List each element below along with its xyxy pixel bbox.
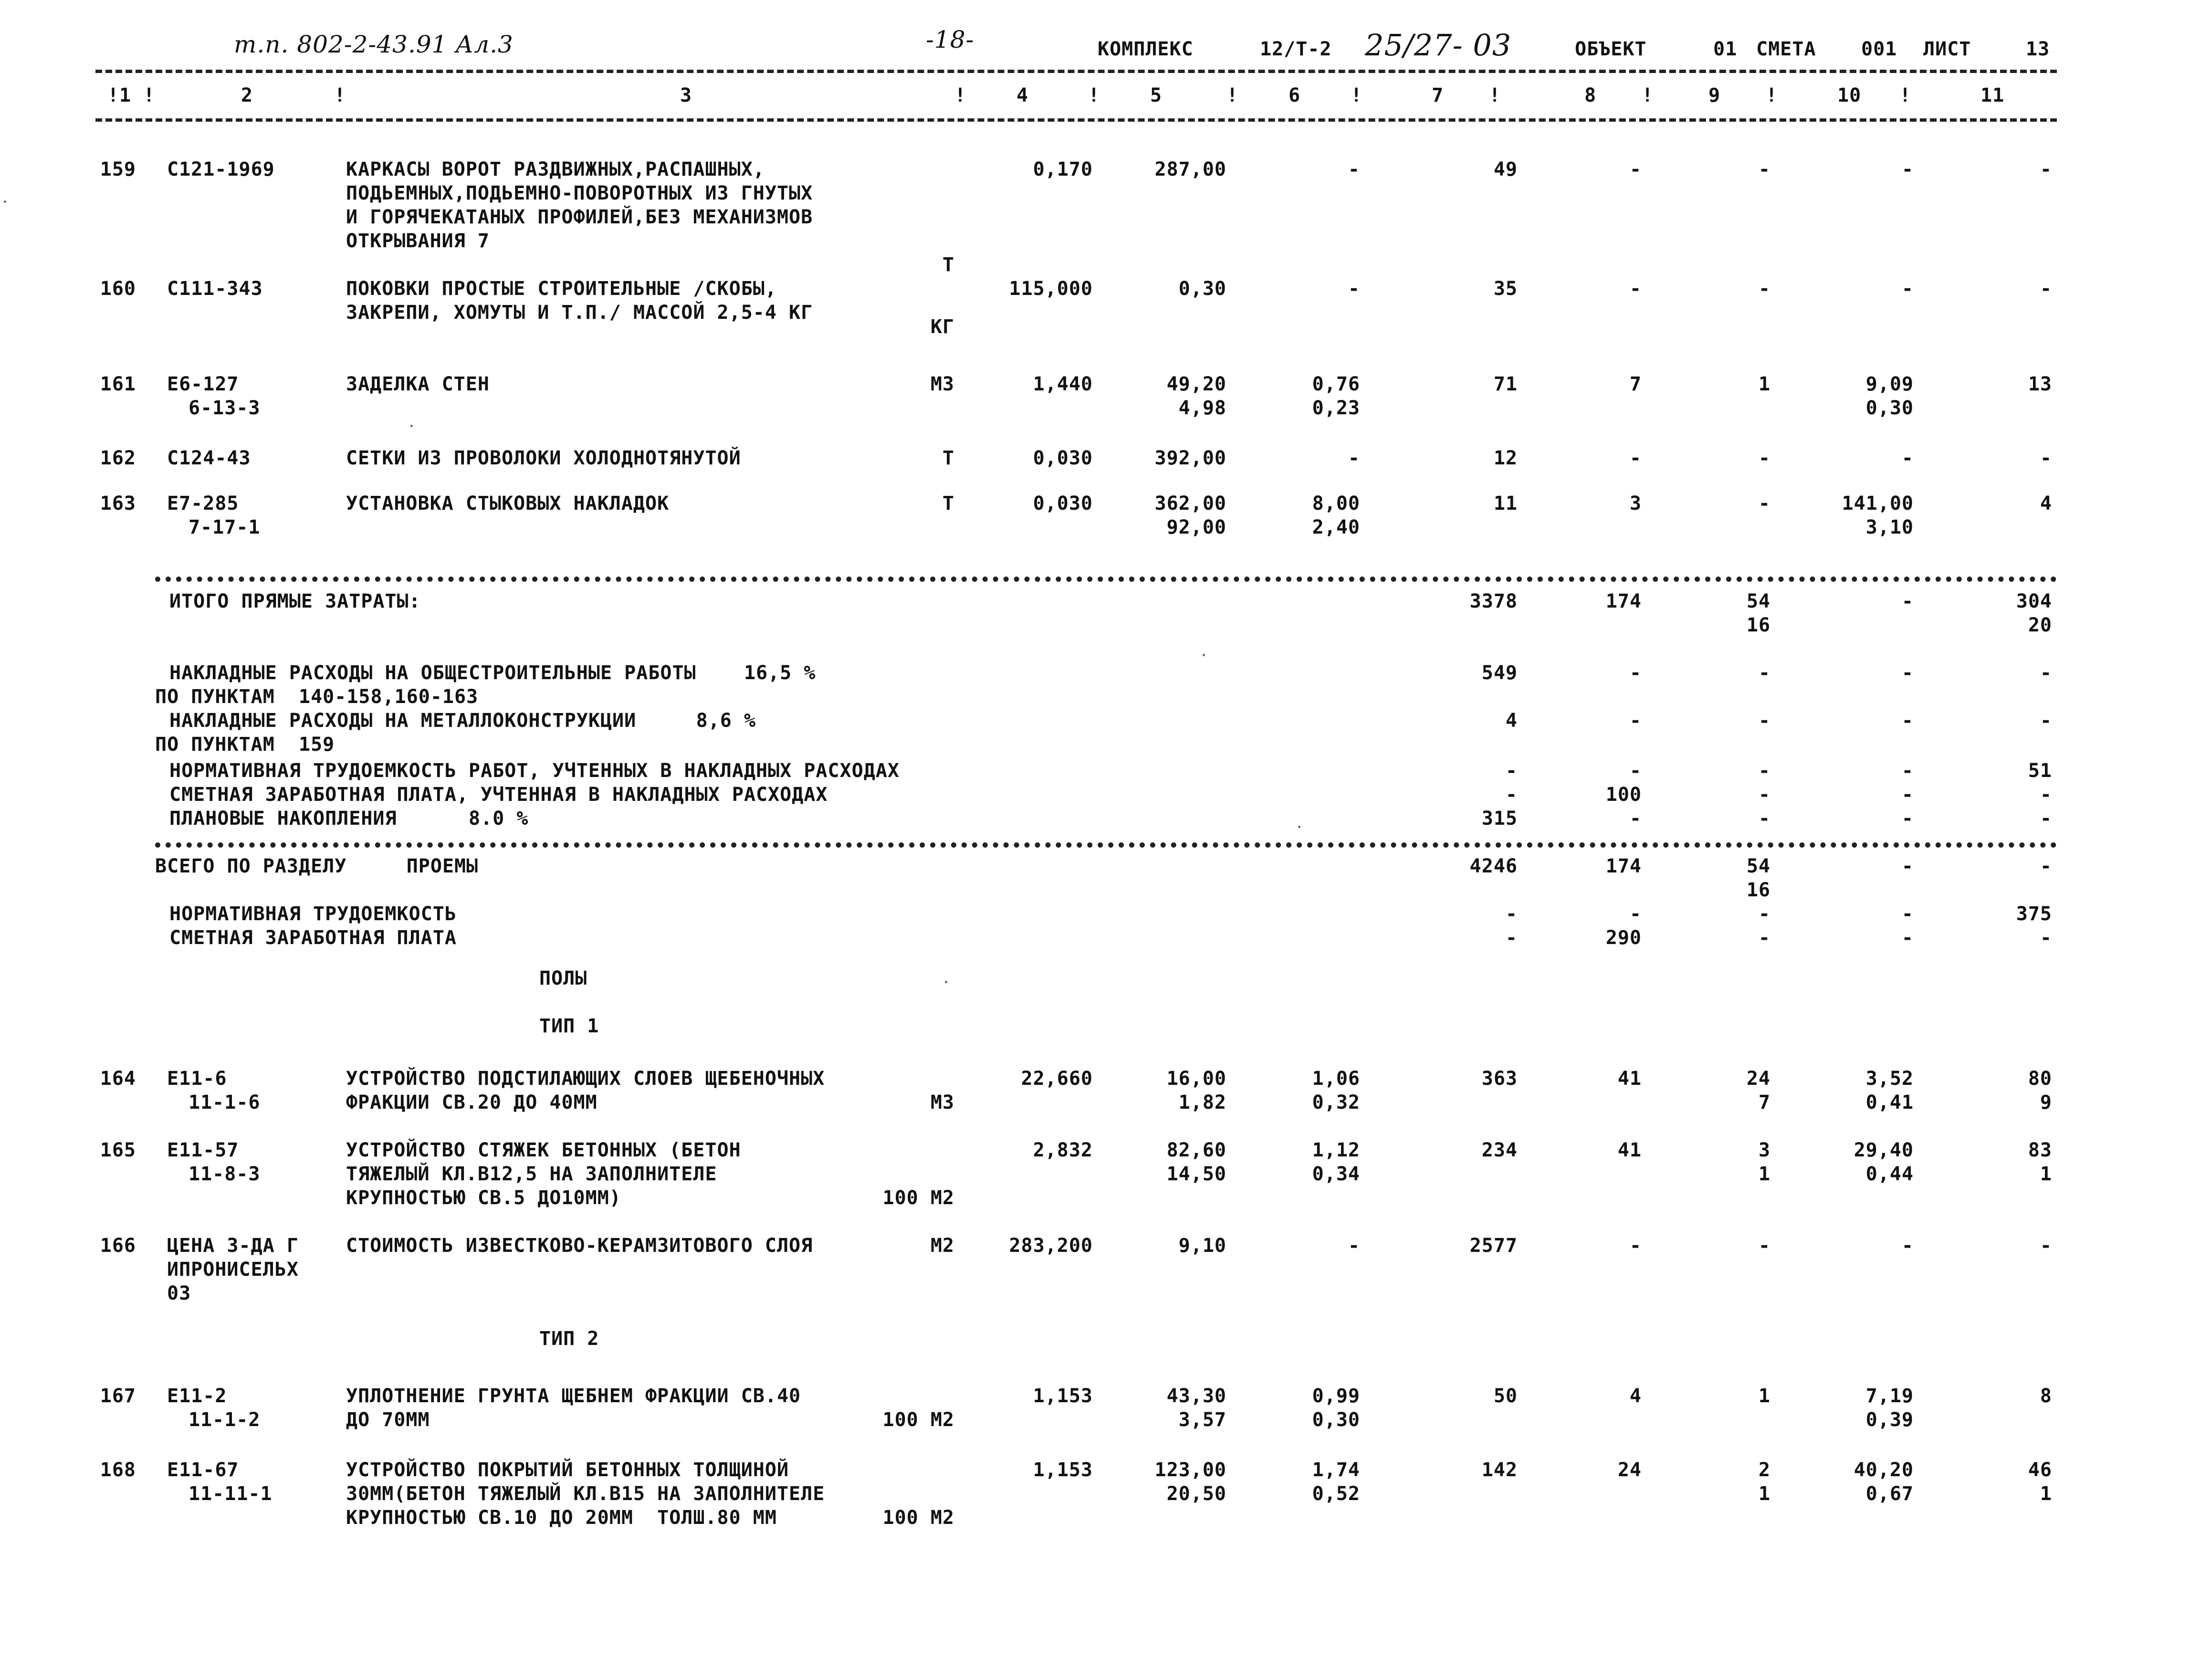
row-c9: 24: [1746, 1068, 1771, 1090]
row-description: ДО 70ММ: [346, 1409, 430, 1431]
overhead-c10: -: [1901, 808, 1914, 830]
row-c10: 3,52: [1865, 1068, 1914, 1090]
row-c6: -: [1348, 447, 1360, 469]
row-quantity: 1,440: [1033, 373, 1093, 395]
column-number-c1: 1 !: [119, 84, 156, 106]
overhead-c7: -: [1505, 784, 1518, 806]
row-c5: 0,30: [1178, 278, 1226, 300]
row-code: Е11-2: [167, 1385, 227, 1407]
row-c9: -: [1758, 158, 1771, 180]
row-c6: 0,52: [1312, 1483, 1360, 1505]
section-total-c8: 174: [1605, 855, 1642, 877]
row-number: 166: [100, 1235, 136, 1257]
row-unit: М2: [930, 1235, 954, 1257]
row-c7: 71: [1493, 373, 1518, 395]
row-description: ОТКРЫВАНИЯ 7: [346, 230, 490, 252]
overhead-label: ПО ПУНКТАМ 159: [155, 734, 335, 756]
direct-costs-c8: 174: [1605, 590, 1642, 612]
column-number-c6: 6: [1289, 84, 1301, 106]
estimate-label: СМЕТА: [1756, 38, 1816, 60]
column-number-c5: 5: [1150, 84, 1163, 106]
complex-label: КОМПЛЕКС: [1098, 38, 1194, 60]
doc-reference: т.п. 802-2-43.91 Ал.3: [234, 31, 513, 58]
row-code: 03: [167, 1282, 191, 1304]
overhead-label: НАКЛАДНЫЕ РАСХОДЫ НА ОБЩЕСТРОИТЕЛЬНЫЕ РАБОТЫ 16,5 %: [169, 662, 816, 684]
row-c6: 1,12: [1312, 1139, 1360, 1161]
row-code: С111-343: [167, 278, 263, 300]
column-separator: !: [334, 84, 346, 106]
row-c11: 83: [2028, 1139, 2052, 1161]
row-c5: 16,00: [1166, 1068, 1226, 1090]
row-code: 11-8-3: [189, 1163, 261, 1185]
overhead-label: НОРМАТИВНАЯ ТРУДОЕМКОСТЬ РАБОТ, УЧТЕННЫХ В НАКЛАДНЫХ РАСХОДАХ: [169, 760, 900, 782]
row-c9: 2: [1758, 1459, 1771, 1481]
row-c8: 24: [1617, 1459, 1642, 1481]
scan-speck: [945, 981, 947, 983]
row-description: УСТРОЙСТВО СТЯЖЕК БЕТОННЫХ (БЕТОН: [346, 1139, 741, 1161]
row-c9: 1: [1758, 373, 1771, 395]
row-c10: 29,40: [1854, 1139, 1914, 1161]
row-c7: 234: [1481, 1139, 1518, 1161]
overhead-c7: 4: [1505, 710, 1518, 732]
row-description: ТЯЖЕЛЫЙ КЛ.В12,5 НА ЗАПОЛНИТЕЛЕ: [346, 1163, 717, 1185]
column-separator: !: [1351, 84, 1363, 106]
row-quantity: 1,153: [1033, 1459, 1093, 1481]
row-number: 159: [100, 158, 136, 180]
row-c5: 49,20: [1166, 373, 1226, 395]
row-c6: 0,23: [1312, 397, 1360, 419]
row-quantity: 0,030: [1033, 447, 1093, 469]
row-c6: 0,34: [1312, 1163, 1360, 1185]
overhead-c11: -: [2040, 784, 2052, 806]
column-number-c11: 11: [1980, 84, 2005, 106]
direct-costs-c7: 3378: [1469, 590, 1518, 612]
row-c11: 1: [2040, 1483, 2052, 1505]
norm-labor-c10: -: [1901, 903, 1914, 925]
row-c6: 0,99: [1312, 1385, 1360, 1407]
row-c9: -: [1758, 1235, 1771, 1257]
overhead-c11: -: [2040, 662, 2052, 684]
overhead-c9: -: [1758, 760, 1771, 782]
row-unit: М3: [930, 373, 954, 395]
wage-c11: -: [2040, 927, 2052, 949]
row-quantity: 0,170: [1033, 158, 1093, 180]
row-code: Е11-57: [167, 1139, 239, 1161]
row-c10: 40,20: [1854, 1459, 1914, 1481]
row-c9: -: [1758, 278, 1771, 300]
row-c9: 3: [1758, 1139, 1771, 1161]
row-code: ЦЕНА 3-ДА Г: [167, 1235, 299, 1257]
row-c5: 3,57: [1178, 1409, 1226, 1431]
norm-labor-c9: -: [1758, 903, 1771, 925]
row-c11: 13: [2028, 373, 2052, 395]
overhead-c8: -: [1629, 710, 1642, 732]
norm-labor-c7: -: [1505, 903, 1518, 925]
row-c7: 35: [1493, 278, 1518, 300]
row-c6: -: [1348, 278, 1360, 300]
overhead-label: ПЛАНОВЫЕ НАКОПЛЕНИЯ 8.0 %: [169, 808, 529, 830]
section-floors-title: ПОЛЫ: [539, 967, 587, 989]
row-description: СЕТКИ ИЗ ПРОВОЛОКИ ХОЛОДНОТЯНУТОЙ: [346, 447, 741, 469]
row-code: 6-13-3: [189, 397, 261, 419]
direct-costs-label: ИТОГО ПРЯМЫЕ ЗАТРАТЫ:: [169, 590, 421, 612]
row-c8: 3: [1629, 493, 1642, 514]
direct-costs-c9: 16: [1746, 614, 1771, 636]
row-quantity: 22,660: [1021, 1068, 1093, 1090]
row-c10: 0,39: [1865, 1409, 1914, 1431]
row-c7: 50: [1493, 1385, 1518, 1407]
row-c8: 4: [1629, 1385, 1642, 1407]
row-quantity: 0,030: [1033, 493, 1093, 514]
row-c6: 1,74: [1312, 1459, 1360, 1481]
norm-labor-c11: 375: [2016, 903, 2052, 925]
row-unit: 100 М2: [882, 1409, 954, 1431]
row-c5: 392,00: [1154, 447, 1226, 469]
row-c5: 43,30: [1166, 1385, 1226, 1407]
overhead-c8: -: [1629, 662, 1642, 684]
overhead-c10: -: [1901, 662, 1914, 684]
column-number-c2: 2: [241, 84, 253, 106]
norm-labor-c8: -: [1629, 903, 1642, 925]
row-code: ИПРОНИСЕЛЬХ: [167, 1259, 299, 1281]
row-c6: 2,40: [1312, 516, 1360, 538]
complex-number: 25/27- 03: [1365, 28, 1512, 63]
row-code: Е11-6: [167, 1068, 227, 1090]
column-separator: !: [1489, 84, 1501, 106]
row-c8: 41: [1617, 1139, 1642, 1161]
overhead-c9: -: [1758, 662, 1771, 684]
row-number: 162: [100, 447, 136, 469]
row-number: 165: [100, 1139, 136, 1161]
row-c7: 142: [1481, 1459, 1518, 1481]
overhead-label: НАКЛАДНЫЕ РАСХОДЫ НА МЕТАЛЛОКОНСТРУКЦИИ 8,6 %: [169, 710, 756, 732]
row-c10: 9,09: [1865, 373, 1914, 395]
section-total-c9: 16: [1746, 879, 1771, 901]
wage-label: СМЕТНАЯ ЗАРАБОТНАЯ ПЛАТА: [169, 927, 457, 949]
overhead-c9: -: [1758, 784, 1771, 806]
overhead-c8: 100: [1605, 784, 1642, 806]
estimate-number: 001: [1861, 38, 1897, 60]
row-description: СТОИМОСТЬ ИЗВЕСТКОВО-КЕРАМЗИТОВОГО СЛОЯ: [346, 1235, 813, 1257]
row-code: С121-1969: [167, 158, 275, 180]
column-separator: !: [1766, 84, 1778, 106]
direct-costs-c10: -: [1901, 590, 1914, 612]
header-rule-bottom: [95, 118, 2057, 122]
row-unit: Т: [942, 447, 954, 469]
scan-speck: [410, 425, 413, 427]
row-description: ФРАКЦИИ СВ.20 ДО 40ММ: [346, 1092, 597, 1113]
row-c11: -: [2040, 1235, 2052, 1257]
row-c8: 7: [1629, 373, 1642, 395]
row-c8: -: [1629, 278, 1642, 300]
row-code: Е11-67: [167, 1459, 239, 1481]
norm-labor-label: НОРМАТИВНАЯ ТРУДОЕМКОСТЬ: [169, 903, 457, 925]
row-description: УПЛОТНЕНИЕ ГРУНТА ЩЕБНЕМ ФРАКЦИИ СВ.40: [346, 1385, 801, 1407]
row-c11: 46: [2028, 1459, 2052, 1481]
section-total-label: ВСЕГО ПО РАЗДЕЛУ ПРОЕМЫ: [155, 855, 479, 877]
section-total-c10: -: [1901, 855, 1914, 877]
row-c11: -: [2040, 447, 2052, 469]
scan-speck: [1203, 654, 1205, 656]
row-c5: 82,60: [1166, 1139, 1226, 1161]
sheet-number: 13: [2026, 38, 2050, 60]
row-c9: 1: [1758, 1483, 1771, 1505]
row-c5: 362,00: [1154, 493, 1226, 514]
direct-costs-c11: 304: [2016, 590, 2052, 612]
row-c9: -: [1758, 493, 1771, 514]
row-c7: 49: [1493, 158, 1518, 180]
row-unit: М3: [930, 1092, 954, 1113]
row-c10: 3,10: [1865, 516, 1914, 538]
row-description: ПОКОВКИ ПРОСТЫЕ СТРОИТЕЛЬНЫЕ /СКОБЫ,: [346, 278, 777, 300]
row-quantity: 1,153: [1033, 1385, 1093, 1407]
row-c6: 0,32: [1312, 1092, 1360, 1113]
row-c8: -: [1629, 447, 1642, 469]
row-c9: 1: [1758, 1385, 1771, 1407]
row-number: 168: [100, 1459, 136, 1481]
row-c9: 1: [1758, 1163, 1771, 1185]
row-number: 160: [100, 278, 136, 300]
row-quantity: 115,000: [1009, 278, 1093, 300]
row-c5: 14,50: [1166, 1163, 1226, 1185]
row-c5: 123,00: [1154, 1459, 1226, 1481]
column-separator: !: [1899, 84, 1912, 106]
row-number: 161: [100, 373, 136, 395]
row-description: КРУПНОСТЬЮ СВ.5 ДО10ММ): [346, 1187, 621, 1209]
overhead-c10: -: [1901, 760, 1914, 782]
row-c11: 4: [2040, 493, 2052, 514]
row-unit: 100 М2: [882, 1507, 954, 1529]
direct-costs-c9: 54: [1746, 590, 1771, 612]
scan-speck: [1298, 826, 1300, 828]
row-c8: -: [1629, 158, 1642, 180]
row-unit: КГ: [930, 316, 954, 338]
row-description: УСТАНОВКА СТЫКОВЫХ НАКЛАДОК: [346, 493, 670, 514]
type-2-title: ТИП 2: [539, 1328, 599, 1350]
direct-costs-c11: 20: [2028, 614, 2052, 636]
object-label: ОБЪЕКТ: [1575, 38, 1647, 60]
row-c11: -: [2040, 278, 2052, 300]
row-c10: 7,19: [1865, 1385, 1914, 1407]
row-c7: 2577: [1469, 1235, 1518, 1257]
row-unit: Т: [942, 254, 954, 276]
row-description: 30ММ(БЕТОН ТЯЖЕЛЫЙ КЛ.В15 НА ЗАПОЛНИТЕЛЕ: [346, 1483, 825, 1505]
row-code: 11-1-2: [189, 1409, 261, 1431]
row-c10: 0,67: [1865, 1483, 1914, 1505]
row-c11: 9: [2040, 1092, 2052, 1113]
overhead-c10: -: [1901, 784, 1914, 806]
overhead-c8: -: [1629, 808, 1642, 830]
row-c5: 4,98: [1178, 397, 1226, 419]
section-total-c11: -: [2040, 855, 2052, 877]
row-c11: 8: [2040, 1385, 2052, 1407]
wage-c8: 290: [1605, 927, 1642, 949]
section-total-c9: 54: [1746, 855, 1771, 877]
row-number: 164: [100, 1068, 136, 1090]
row-description: И ГОРЯЧЕКАТАНЫХ ПРОФИЛЕЙ,БЕЗ МЕХАНИЗМОВ: [346, 206, 813, 228]
row-c8: -: [1629, 1235, 1642, 1257]
row-unit: Т: [942, 493, 954, 514]
row-c10: -: [1901, 158, 1914, 180]
wage-c9: -: [1758, 927, 1771, 949]
row-unit: 100 М2: [882, 1187, 954, 1209]
row-c5: 9,10: [1178, 1235, 1226, 1257]
row-c10: 0,41: [1865, 1092, 1914, 1113]
header-rule-top: [95, 70, 2057, 73]
row-c7: 11: [1493, 493, 1518, 514]
row-c8: 41: [1617, 1068, 1642, 1090]
section-total-c7: 4246: [1469, 855, 1518, 877]
row-description: КРУПНОСТЬЮ СВ.10 ДО 20ММ ТОЛШ.80 ММ: [346, 1507, 777, 1529]
row-c10: 141,00: [1842, 493, 1914, 514]
row-c6: 1,06: [1312, 1068, 1360, 1090]
column-number-c9: 9: [1708, 84, 1721, 106]
dotted-rule-2: [155, 842, 2057, 848]
object-number: 01: [1713, 38, 1738, 60]
row-c5: 1,82: [1178, 1092, 1226, 1113]
overhead-c11: -: [2040, 710, 2052, 732]
row-number: 163: [100, 493, 136, 514]
row-c7: 12: [1493, 447, 1518, 469]
complex-code: 12/Т-2: [1260, 38, 1332, 60]
overhead-c8: -: [1629, 760, 1642, 782]
scan-speck: [4, 200, 6, 203]
sheet-label: ЛИСТ: [1923, 38, 1971, 60]
row-c11: 80: [2028, 1068, 2052, 1090]
overhead-c7: -: [1505, 760, 1518, 782]
column-separator: !: [1088, 84, 1100, 106]
row-c10: 0,30: [1865, 397, 1914, 419]
column-separator: !: [1226, 84, 1239, 106]
overhead-c11: 51: [2028, 760, 2052, 782]
row-c10: -: [1901, 1235, 1914, 1257]
row-c5: 287,00: [1154, 158, 1226, 180]
row-quantity: 283,200: [1009, 1235, 1093, 1257]
overhead-c9: -: [1758, 808, 1771, 830]
row-c10: -: [1901, 278, 1914, 300]
row-c7: 363: [1481, 1068, 1518, 1090]
row-description: ПОДЬЕМНЫХ,ПОДЬЕМНО-ПОВОРОТНЫХ ИЗ ГНУТЫХ: [346, 182, 813, 204]
wage-c7: -: [1505, 927, 1518, 949]
row-description: ЗАКРЕПИ, ХОМУТЫ И Т.П./ МАССОЙ 2,5-4 КГ: [346, 302, 813, 324]
row-c9: -: [1758, 447, 1771, 469]
row-c11: -: [2040, 158, 2052, 180]
row-description: КАРКАСЫ ВОРОТ РАЗДВИЖНЫХ,РАСПАШНЫХ,: [346, 158, 765, 180]
row-c5: 92,00: [1166, 516, 1226, 538]
type-1-title: ТИП 1: [539, 1015, 599, 1037]
row-c6: 8,00: [1312, 493, 1360, 514]
column-number-c7: 7: [1432, 84, 1444, 106]
overhead-c7: 549: [1481, 662, 1518, 684]
dotted-rule-1: [155, 577, 2057, 582]
row-c9: 7: [1758, 1092, 1771, 1113]
column-separator: !: [107, 84, 120, 106]
row-c6: 0,76: [1312, 373, 1360, 395]
row-number: 167: [100, 1385, 136, 1407]
row-code: 11-11-1: [189, 1483, 272, 1505]
row-description: УСТРОЙСТВО ПОКРЫТИЙ БЕТОННЫХ ТОЛЩИНОЙ: [346, 1459, 789, 1481]
column-separator: !: [1642, 84, 1654, 106]
overhead-label: ПО ПУНКТАМ 140-158,160-163: [155, 686, 479, 708]
column-number-c8: 8: [1584, 84, 1597, 106]
overhead-c10: -: [1901, 710, 1914, 732]
wage-c10: -: [1901, 927, 1914, 949]
row-c5: 20,50: [1166, 1483, 1226, 1505]
row-c6: -: [1348, 1235, 1360, 1257]
row-c10: -: [1901, 447, 1914, 469]
column-number-c3: 3: [680, 84, 692, 106]
row-code: С124-43: [167, 447, 251, 469]
overhead-c9: -: [1758, 710, 1771, 732]
row-description: УСТРОЙСТВО ПОДСТИЛАЮЩИХ СЛОЕВ ЩЕБЕНОЧНЫХ: [346, 1068, 825, 1090]
overhead-c11: -: [2040, 808, 2052, 830]
row-code: Е6-127: [167, 373, 239, 395]
row-c10: 0,44: [1865, 1163, 1914, 1185]
row-c6: 0,30: [1312, 1409, 1360, 1431]
row-code: 11-1-6: [189, 1092, 261, 1113]
page-number: -18-: [926, 26, 975, 53]
overhead-c7: 315: [1481, 808, 1518, 830]
row-quantity: 2,832: [1033, 1139, 1093, 1161]
column-separator: !: [954, 84, 967, 106]
column-number-c10: 10: [1837, 84, 1862, 106]
row-c6: -: [1348, 158, 1360, 180]
column-number-c4: 4: [1016, 84, 1029, 106]
row-description: ЗАДЕЛКА СТЕН: [346, 373, 490, 395]
overhead-label: СМЕТНАЯ ЗАРАБОТНАЯ ПЛАТА, УЧТЕННАЯ В НАКЛАДНЫХ РАСХОДАХ: [169, 784, 828, 806]
row-code: Е7-285: [167, 493, 239, 514]
row-code: 7-17-1: [189, 516, 261, 538]
row-c11: 1: [2040, 1163, 2052, 1185]
